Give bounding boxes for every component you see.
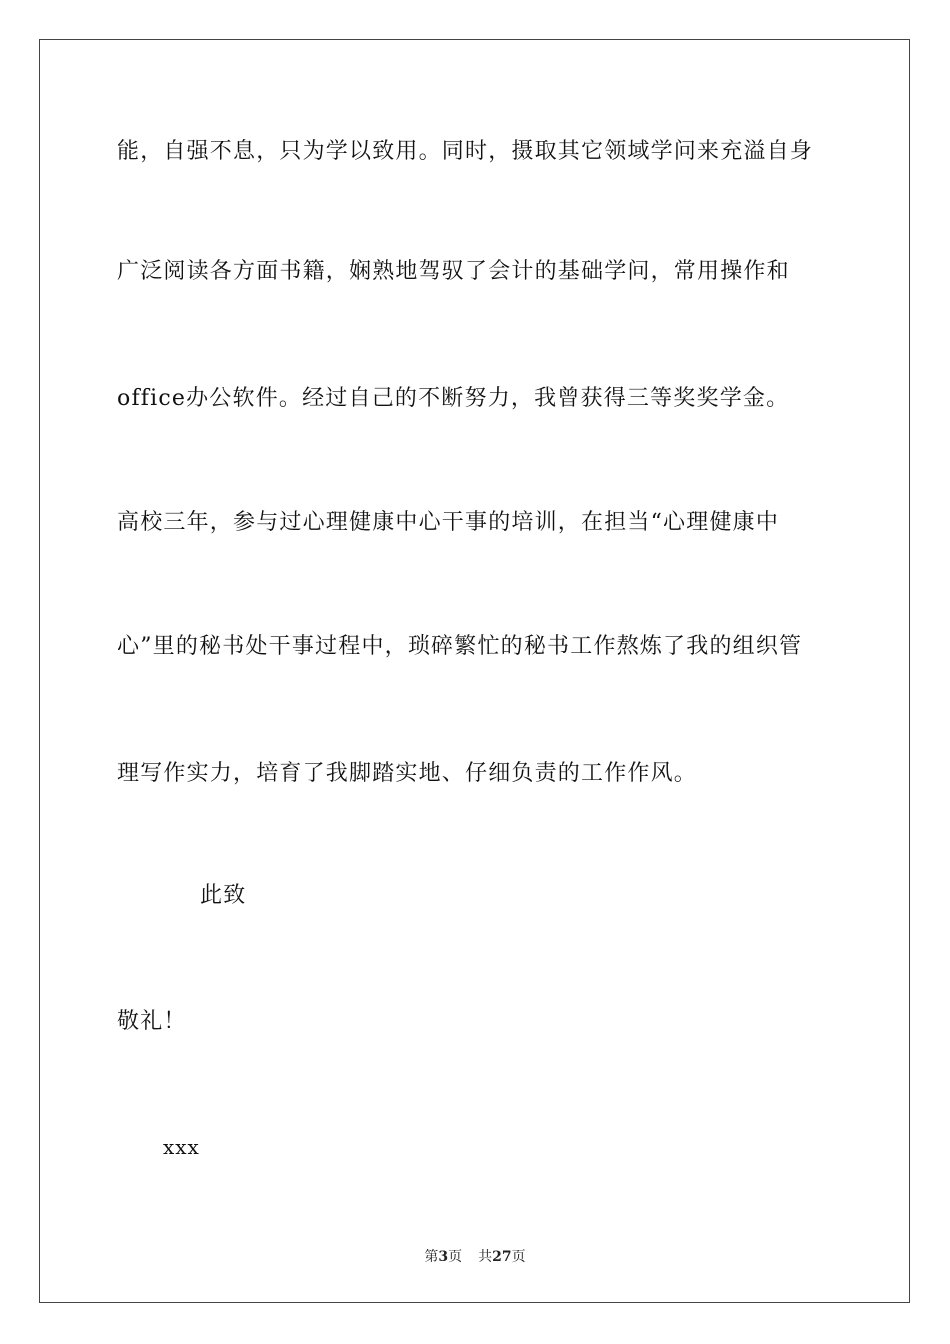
total-suffix: 页 (511, 1249, 526, 1265)
total-prefix: 共 (478, 1249, 493, 1265)
page-suffix: 页 (448, 1249, 463, 1265)
total-page-count: 27 (492, 1249, 512, 1265)
body-line-1: 能，自强不息，只为学以致用。同时，摄取其它领域学问来充溢自身 (117, 139, 814, 164)
page-frame (39, 39, 910, 1303)
body-line-4: 高校三年，参与过心理健康中心干事的培训，在担当“心理健康中 (117, 510, 780, 535)
signature: xxx (163, 1135, 200, 1159)
page-footer (0, 1248, 950, 1266)
closing-salutation: 此致 (200, 883, 247, 908)
closing-regards: 敬礼！ (117, 1009, 187, 1034)
page-prefix: 第 (424, 1249, 439, 1265)
current-page-number: 3 (438, 1249, 449, 1265)
body-line-3: office办公软件。经过自己的不断努力，我曾获得三等奖奖学金。 (117, 386, 790, 411)
body-line-6: 理写作实力，培育了我脚踏实地、仔细负责的工作作风。 (117, 761, 698, 786)
body-line-2: 广泛阅读各方面书籍，娴熟地驾驭了会计的基础学问，常用操作和 (117, 259, 790, 284)
body-line-5: 心”里的秘书处干事过程中，琐碎繁忙的秘书工作熬炼了我的组织管 (117, 634, 803, 659)
